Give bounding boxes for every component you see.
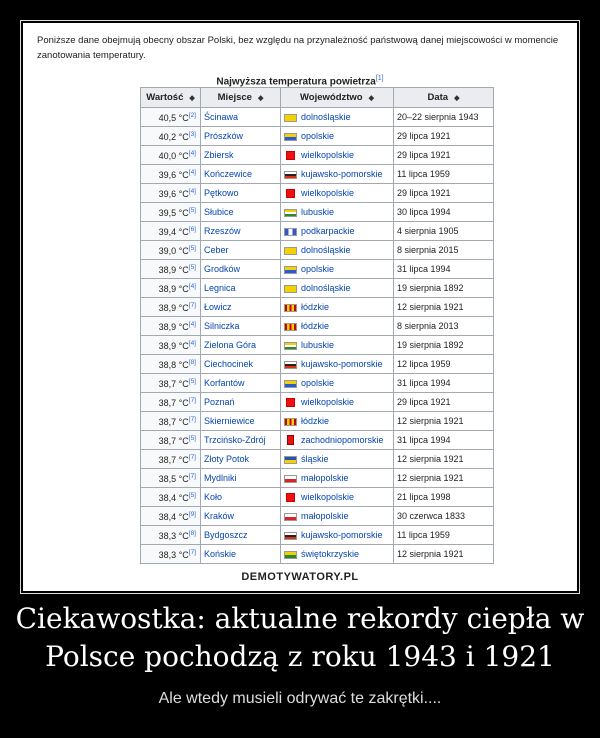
- table-row: [141, 260, 494, 279]
- province-flag-icon: [284, 114, 297, 122]
- province-cell: [281, 336, 394, 355]
- temperature-value: 39,5 °C[5]: [141, 203, 201, 222]
- province-flag-icon: [286, 151, 295, 160]
- place-cell: [201, 317, 281, 336]
- reference-link[interactable]: [7]: [188, 396, 196, 404]
- temperature-value: 39,6 °C[4]: [141, 165, 201, 184]
- province-cell: [281, 393, 394, 412]
- date-cell: 12 sierpnia 1921: [394, 298, 494, 317]
- place-link[interactable]: Zbiersk: [204, 150, 234, 160]
- place-link[interactable]: Korfantów: [204, 378, 245, 388]
- caption-reference[interactable]: [1]: [375, 75, 384, 82]
- date-cell: 30 lipca 1994: [394, 203, 494, 222]
- header-province[interactable]: Województwo ◆: [281, 88, 394, 108]
- province-cell: [281, 488, 394, 507]
- place-cell: [201, 165, 281, 184]
- province-flag-icon: [286, 189, 295, 198]
- province-link[interactable]: zachodniopomorskie: [301, 434, 384, 445]
- province-flag-icon: [284, 133, 297, 141]
- temperature-value: 38,9 °C[7]: [141, 298, 201, 317]
- province-cell: [281, 108, 394, 127]
- province-link[interactable]: opolskie: [301, 264, 335, 274]
- province-link[interactable]: wielkopolskie: [301, 149, 355, 160]
- province-flag-icon: [284, 171, 297, 179]
- table-row: [141, 393, 494, 412]
- province-flag-icon: [287, 435, 294, 445]
- date-cell: 12 sierpnia 1921: [394, 450, 494, 469]
- temperature-value: 38,4 °C[9]: [141, 507, 201, 526]
- province-link[interactable]: dolnośląskie: [301, 245, 351, 255]
- date-cell: 31 lipca 1994: [394, 431, 494, 450]
- temperature-value: 38,7 °C[7]: [141, 393, 201, 412]
- date-cell: 11 lipca 1959: [394, 165, 494, 184]
- poster-title: Ciekawostka: aktualne rekordy ciepła w Polsce pochodzą z roku 1943 i 1921: [15, 602, 585, 673]
- temperature-value: 38,8 °C[8]: [141, 355, 201, 374]
- date-cell: 4 sierpnia 1905: [394, 222, 494, 241]
- province-cell: [281, 374, 394, 393]
- temperature-value: 38,9 °C[4]: [141, 317, 201, 336]
- header-value[interactable]: Wartość ◆: [141, 88, 201, 108]
- province-cell: [281, 184, 394, 203]
- province-link[interactable]: łódzkie: [301, 321, 330, 331]
- province-link[interactable]: dolnośląskie: [301, 112, 351, 122]
- place-link[interactable]: Poznań: [204, 397, 235, 407]
- header-place[interactable]: Miejsce ◆: [201, 88, 281, 108]
- temperature-value: 39,0 °C[5]: [141, 241, 201, 260]
- table-row: [141, 127, 494, 146]
- province-cell: [281, 317, 394, 336]
- province-flag-icon: [286, 493, 295, 502]
- poster-subtitle: Ale wtedy musieli odrywać te zakrętki....: [158, 690, 442, 707]
- reference-link[interactable]: [7]: [188, 472, 196, 480]
- place-link[interactable]: Kraków: [204, 511, 235, 521]
- table-row: [141, 450, 494, 469]
- province-link[interactable]: łódzkie: [301, 416, 330, 426]
- date-cell: 11 lipca 1959: [394, 526, 494, 545]
- reference-link[interactable]: [3]: [188, 130, 196, 138]
- province-cell: [281, 203, 394, 222]
- province-link[interactable]: śląskie: [301, 454, 329, 464]
- place-link[interactable]: Skierniewice: [204, 416, 255, 426]
- place-link[interactable]: Słubice: [204, 207, 234, 217]
- temperature-value: 38,9 °C[5]: [141, 260, 201, 279]
- table-row: [141, 355, 494, 374]
- province-link[interactable]: wielkopolskie: [301, 187, 355, 198]
- date-cell: 19 sierpnia 1892: [394, 336, 494, 355]
- place-cell: [201, 431, 281, 450]
- date-cell: 8 sierpnia 2015: [394, 241, 494, 260]
- date-cell: 12 sierpnia 1921: [394, 545, 494, 564]
- province-link[interactable]: wielkopolskie: [301, 396, 355, 407]
- table-caption: [23, 75, 577, 87]
- province-cell: [281, 146, 394, 165]
- place-link[interactable]: Łowicz: [204, 302, 232, 312]
- header-row: [141, 88, 494, 108]
- province-link[interactable]: opolskie: [301, 378, 335, 388]
- place-cell: [201, 507, 281, 526]
- province-cell: [281, 469, 394, 488]
- place-link[interactable]: Koło: [204, 492, 223, 502]
- place-cell: [201, 374, 281, 393]
- place-cell: [201, 298, 281, 317]
- reference-link[interactable]: [7]: [188, 453, 196, 461]
- table-row: [141, 165, 494, 184]
- header-date[interactable]: Data ◆: [394, 88, 494, 108]
- date-cell: 12 sierpnia 1921: [394, 412, 494, 431]
- province-flag-icon: [284, 228, 297, 236]
- place-cell: [201, 393, 281, 412]
- province-flag-icon: [284, 418, 297, 426]
- place-link[interactable]: Silniczka: [204, 321, 240, 331]
- place-link[interactable]: Trzcińsko-Zdrój: [204, 435, 266, 445]
- table-row: [141, 222, 494, 241]
- reference-link[interactable]: [5]: [188, 263, 196, 271]
- temperature-value: 38,5 °C[7]: [141, 469, 201, 488]
- date-cell: 12 sierpnia 1921: [394, 469, 494, 488]
- table-row: [141, 241, 494, 260]
- temperature-value: 40,0 °C[4]: [141, 146, 201, 165]
- province-flag-icon: [284, 209, 297, 217]
- reference-link[interactable]: [9]: [188, 510, 196, 518]
- province-flag-icon: [284, 380, 297, 388]
- temperature-value: 38,7 °C[7]: [141, 412, 201, 431]
- temperature-value: 39,4 °C[6]: [141, 222, 201, 241]
- province-flag-icon: [284, 304, 297, 312]
- place-cell: [201, 279, 281, 298]
- place-link[interactable]: Ciechocinek: [204, 359, 254, 369]
- province-cell: [281, 507, 394, 526]
- table-row: [141, 374, 494, 393]
- date-cell: 30 czerwca 1833: [394, 507, 494, 526]
- sort-arrows-icon[interactable]: ◆: [257, 95, 264, 102]
- temperature-records-table: [140, 87, 494, 564]
- place-cell: [201, 127, 281, 146]
- place-cell: [201, 146, 281, 165]
- place-link[interactable]: Bydgoszcz: [204, 530, 248, 540]
- screenshot-panel: [23, 23, 577, 591]
- province-cell: [281, 412, 394, 431]
- date-cell: 20–22 sierpnia 1943: [394, 108, 494, 127]
- place-link[interactable]: Zielona Góra: [204, 340, 257, 350]
- date-cell: 19 sierpnia 1892: [394, 279, 494, 298]
- reference-link[interactable]: [7]: [188, 548, 196, 556]
- table-row: [141, 146, 494, 165]
- place-link[interactable]: Legnica: [204, 283, 236, 293]
- place-link[interactable]: Rzeszów: [204, 226, 241, 236]
- province-link[interactable]: lubuskie: [301, 340, 335, 350]
- temperature-value: 38,3 °C[8]: [141, 526, 201, 545]
- place-link[interactable]: Końskie: [204, 549, 237, 559]
- table-row: [141, 317, 494, 336]
- temperature-value: 40,5 °C[2]: [141, 108, 201, 127]
- table-row: [141, 279, 494, 298]
- place-cell: [201, 108, 281, 127]
- reference-link[interactable]: [6]: [188, 225, 196, 233]
- province-link[interactable]: podkarpackie: [301, 226, 355, 236]
- date-cell: 29 lipca 1921: [394, 127, 494, 146]
- province-link[interactable]: kujawsko-pomorskie: [301, 530, 383, 540]
- reference-link[interactable]: [4]: [188, 339, 196, 347]
- province-link[interactable]: łódzkie: [301, 302, 330, 312]
- date-cell: 29 lipca 1921: [394, 393, 494, 412]
- place-cell: [201, 222, 281, 241]
- province-flag-icon: [284, 532, 297, 540]
- temperature-value: 38,7 °C[5]: [141, 374, 201, 393]
- temperature-value: 38,3 °C[7]: [141, 545, 201, 564]
- place-cell: [201, 203, 281, 222]
- table-body: [141, 108, 494, 564]
- date-cell: 31 lipca 1994: [394, 374, 494, 393]
- place-cell: [201, 184, 281, 203]
- province-flag-icon: [284, 456, 297, 464]
- reference-link[interactable]: [2]: [188, 111, 196, 119]
- table-caption-text: Najwyższa temperatura powietrza: [216, 76, 376, 88]
- reference-link[interactable]: [4]: [188, 320, 196, 328]
- date-cell: 29 lipca 1921: [394, 146, 494, 165]
- table-row: [141, 431, 494, 450]
- province-cell: [281, 526, 394, 545]
- province-cell: [281, 127, 394, 146]
- table-row: [141, 412, 494, 431]
- province-cell: [281, 241, 394, 260]
- reference-link[interactable]: [4]: [188, 187, 196, 195]
- temperature-value: 38,7 °C[5]: [141, 431, 201, 450]
- poster-frame: [20, 20, 580, 594]
- temperature-value: 38,4 °C[5]: [141, 488, 201, 507]
- watermark: DEMOTYWATORY.PL: [23, 571, 577, 583]
- place-cell: [201, 355, 281, 374]
- province-cell: [281, 450, 394, 469]
- reference-link[interactable]: [5]: [188, 206, 196, 214]
- place-link[interactable]: Ceber: [204, 245, 229, 255]
- temperature-value: 38,9 °C[4]: [141, 336, 201, 355]
- place-cell: [201, 336, 281, 355]
- province-cell: [281, 222, 394, 241]
- place-cell: [201, 412, 281, 431]
- table-row: [141, 108, 494, 127]
- province-flag-icon: [284, 247, 297, 255]
- place-cell: [201, 488, 281, 507]
- province-link[interactable]: lubuskie: [301, 207, 335, 217]
- table-row: [141, 545, 494, 564]
- date-cell: 12 lipca 1959: [394, 355, 494, 374]
- province-link[interactable]: świętokrzyskie: [301, 549, 360, 559]
- table-row: [141, 526, 494, 545]
- reference-link[interactable]: [5]: [188, 491, 196, 499]
- table-row: [141, 184, 494, 203]
- place-cell: [201, 526, 281, 545]
- temperature-value: 39,6 °C[4]: [141, 184, 201, 203]
- province-flag-icon: [284, 475, 297, 483]
- reference-link[interactable]: [5]: [188, 244, 196, 252]
- province-cell: [281, 545, 394, 564]
- reference-link[interactable]: [4]: [188, 168, 196, 176]
- reference-link[interactable]: [5]: [188, 377, 196, 385]
- temperature-value: 38,9 °C[4]: [141, 279, 201, 298]
- temperature-value: 38,7 °C[7]: [141, 450, 201, 469]
- reference-link[interactable]: [8]: [188, 529, 196, 537]
- province-link[interactable]: kujawsko-pomorskie: [301, 359, 383, 369]
- province-cell: [281, 279, 394, 298]
- province-link[interactable]: małopolskie: [301, 473, 349, 483]
- province-flag-icon: [284, 323, 297, 331]
- table-row: [141, 336, 494, 355]
- table-row: [141, 298, 494, 317]
- province-flag-icon: [286, 398, 295, 407]
- province-flag-icon: [284, 551, 297, 559]
- reference-link[interactable]: [4]: [188, 282, 196, 290]
- place-link[interactable]: Mydlniki: [204, 473, 237, 483]
- temperature-value: 40,2 °C[3]: [141, 127, 201, 146]
- reference-link[interactable]: [4]: [188, 149, 196, 157]
- reference-link[interactable]: [5]: [188, 434, 196, 442]
- sort-arrows-icon[interactable]: ◆: [368, 95, 374, 102]
- reference-link[interactable]: [8]: [188, 358, 196, 366]
- place-cell: [201, 545, 281, 564]
- place-link[interactable]: Kończewice: [204, 169, 253, 179]
- date-cell: 29 lipca 1921: [394, 184, 494, 203]
- province-flag-icon: [284, 285, 297, 293]
- table-row: [141, 203, 494, 222]
- place-link[interactable]: Ścinawa: [204, 112, 239, 122]
- province-link[interactable]: małopolskie: [301, 511, 349, 521]
- province-cell: [281, 431, 394, 450]
- place-link[interactable]: Grodków: [204, 264, 241, 274]
- date-cell: 8 sierpnia 2013: [394, 317, 494, 336]
- province-cell: [281, 355, 394, 374]
- place-link[interactable]: Prószków: [204, 131, 244, 141]
- place-cell: [201, 241, 281, 260]
- table-row: [141, 469, 494, 488]
- province-flag-icon: [284, 361, 297, 369]
- table-row: [141, 488, 494, 507]
- province-link[interactable]: dolnośląskie: [301, 283, 351, 293]
- reference-link[interactable]: [7]: [188, 415, 196, 423]
- province-cell: [281, 260, 394, 279]
- province-link[interactable]: wielkopolskie: [301, 491, 355, 502]
- province-flag-icon: [284, 266, 297, 274]
- place-link[interactable]: Pętkowo: [204, 188, 239, 198]
- sort-arrows-icon[interactable]: ◆: [454, 95, 460, 102]
- place-cell: [201, 450, 281, 469]
- table-row: [141, 507, 494, 526]
- sort-arrows-icon[interactable]: ◆: [189, 95, 195, 102]
- place-link[interactable]: Złoty Potok: [204, 454, 250, 464]
- place-cell: [201, 469, 281, 488]
- province-link[interactable]: kujawsko-pomorskie: [301, 169, 383, 179]
- province-flag-icon: [284, 342, 297, 350]
- place-cell: [201, 260, 281, 279]
- date-cell: 31 lipca 1994: [394, 260, 494, 279]
- province-link[interactable]: opolskie: [301, 131, 335, 141]
- reference-link[interactable]: [7]: [188, 301, 196, 309]
- province-cell: [281, 298, 394, 317]
- intro-text: Poniższe dane obejmują obecny obszar Polski, bez względu na przynależność państwową danej miejscowości w momencie zanotowania temperatury.: [37, 35, 559, 61]
- date-cell: 21 lipca 1998: [394, 488, 494, 507]
- province-cell: [281, 165, 394, 184]
- province-flag-icon: [284, 513, 297, 521]
